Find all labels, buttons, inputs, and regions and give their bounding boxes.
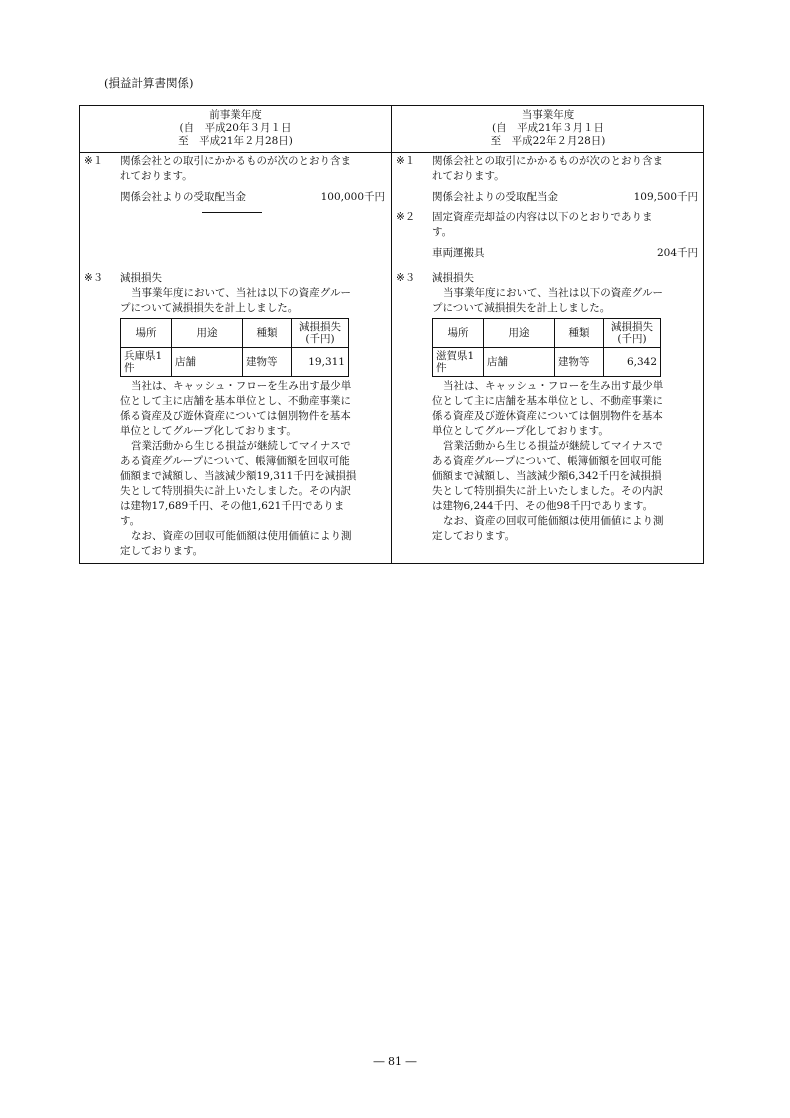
table-cell: 店舗 <box>172 348 243 377</box>
table-header: 場所 <box>121 319 172 348</box>
item-value: 109,500千円 <box>633 191 698 203</box>
table-header: 用途 <box>172 319 243 348</box>
text-line: 係る資産及び遊休資産については個別物件を基本 <box>120 410 351 422</box>
note-mark: ※１ <box>396 155 416 167</box>
header-period-from: (自 平成21年３月１日 <box>492 122 604 134</box>
text-line: 固定資産売却益の内容は以下のとおりでありま <box>432 211 653 223</box>
text-line: プについて減損損失を計上しました。 <box>432 302 611 314</box>
table-row <box>433 348 661 377</box>
table-header: 減損損失(千円) <box>292 319 349 348</box>
note-3 <box>396 271 698 544</box>
note-1 <box>396 154 698 205</box>
item-label: 車両運搬具 <box>432 247 485 259</box>
column-header <box>392 109 704 148</box>
table-cell: 6,342 <box>604 348 661 377</box>
table-cell: 店舗 <box>484 348 555 377</box>
header-period-from: (自 平成20年３月１日 <box>179 122 292 134</box>
note-mark: ※２ <box>396 211 416 223</box>
text-line: 当事業年度において、当社は以下の資産グルー <box>443 287 663 299</box>
note-mark: ※３ <box>84 272 104 284</box>
text-line: 位として主に店舗を基本単位とし、不動産事業に <box>120 395 351 407</box>
note-2 <box>396 210 698 261</box>
text-line: ある資産グループについて、帳簿価額を回収可能 <box>120 455 350 467</box>
text-line: ある資産グループについて、帳簿価額を回収可能 <box>432 455 662 467</box>
header-period-to: 至 平成21年２月28日) <box>178 135 293 147</box>
text-line: 価額まで減額し、当該減少額6,342千円を減損損 <box>432 470 662 482</box>
note-title: 減損損失 <box>432 272 474 284</box>
text-line: 単位としてグループ化しております。 <box>432 425 609 437</box>
table-cell: 滋賀県1件 <box>433 348 484 377</box>
text-line: 定しております。 <box>432 530 516 542</box>
table-header: 場所 <box>433 319 484 348</box>
item-label: 関係会社よりの受取配当金 <box>120 191 246 203</box>
table-header: 種類 <box>243 319 292 348</box>
text-line: 当社は、キャッシュ・フローを生み出す最少単 <box>131 380 352 392</box>
text-line: は建物17,689千円、その他1,621千円でありま <box>120 500 345 512</box>
table-header: 用途 <box>484 319 555 348</box>
note-1 <box>84 154 385 213</box>
text-line: 定しております。 <box>120 545 204 557</box>
text-line: す。 <box>432 226 453 238</box>
item-value: 100,000千円 <box>320 191 385 203</box>
text-line: 位として主に店舗を基本単位とし、不動産事業に <box>432 395 663 407</box>
section-title: (損益計算書関係) <box>104 76 194 90</box>
notes-table <box>79 105 704 564</box>
table-cell: 兵庫県1件 <box>121 348 172 377</box>
note-title: 減損損失 <box>120 272 162 284</box>
note-mark: ※３ <box>396 272 416 284</box>
note-3 <box>84 271 385 559</box>
table-cell: 建物等 <box>555 348 604 377</box>
text-line: 単位としてグループ化しております。 <box>120 425 297 437</box>
impairment-table <box>432 318 661 377</box>
text-line: は建物6,244千円、その他98千円であります。 <box>432 500 654 512</box>
item-row <box>432 246 698 261</box>
header-title: 前事業年度 <box>209 109 262 121</box>
item-value: 204千円 <box>656 247 698 259</box>
text-line: 営業活動から生じる損益が継続してマイナスで <box>131 440 351 452</box>
text-line: 関係会社との取引にかかるものが次のとおり含ま <box>432 155 663 167</box>
header-period-to: 至 平成22年２月28日) <box>490 135 606 147</box>
prev-year-column <box>80 106 391 563</box>
table-cell: 19,311 <box>292 348 349 377</box>
text-line: 営業活動から生じる損益が継続してマイナスで <box>443 440 663 452</box>
note-mark: ※１ <box>84 155 104 167</box>
blank-rule <box>202 212 262 213</box>
table-header: 減損損失(千円) <box>604 319 661 348</box>
text-line: なお、資産の回収可能価額は使用価値により測 <box>131 530 352 542</box>
table-header: 種類 <box>555 319 604 348</box>
current-year-column <box>392 106 704 563</box>
text-line: れております。 <box>432 170 505 182</box>
text-line: 失として特別損失に計上いたしました。その内訳 <box>120 485 351 497</box>
text-line: 当社は、キャッシュ・フローを生み出す最少単 <box>443 380 664 392</box>
item-row <box>120 190 385 205</box>
text-line: 失として特別損失に計上いたしました。その内訳 <box>432 485 663 497</box>
column-header <box>80 109 391 148</box>
page-number: ― 81 ― <box>373 1055 417 1068</box>
header-title: 当事業年度 <box>521 109 575 121</box>
item-label: 関係会社よりの受取配当金 <box>432 191 558 203</box>
text-line: れております。 <box>120 170 193 182</box>
text-line: 価額まで減額し、当該減少額19,311千円を減損損 <box>120 470 357 482</box>
table-row <box>121 348 349 377</box>
text-line: 関係会社との取引にかかるものが次のとおり含ま <box>120 155 351 167</box>
table-cell: 建物等 <box>243 348 292 377</box>
text-line: 係る資産及び遊休資産については個別物件を基本 <box>432 410 663 422</box>
text-line: す。 <box>120 515 141 527</box>
item-row <box>432 190 698 205</box>
text-line: 当事業年度において、当社は以下の資産グルー <box>131 287 351 299</box>
impairment-table <box>120 318 349 377</box>
text-line: なお、資産の回収可能価額は使用価値により測 <box>443 515 664 527</box>
text-line: プについて減損損失を計上しました。 <box>120 302 299 314</box>
